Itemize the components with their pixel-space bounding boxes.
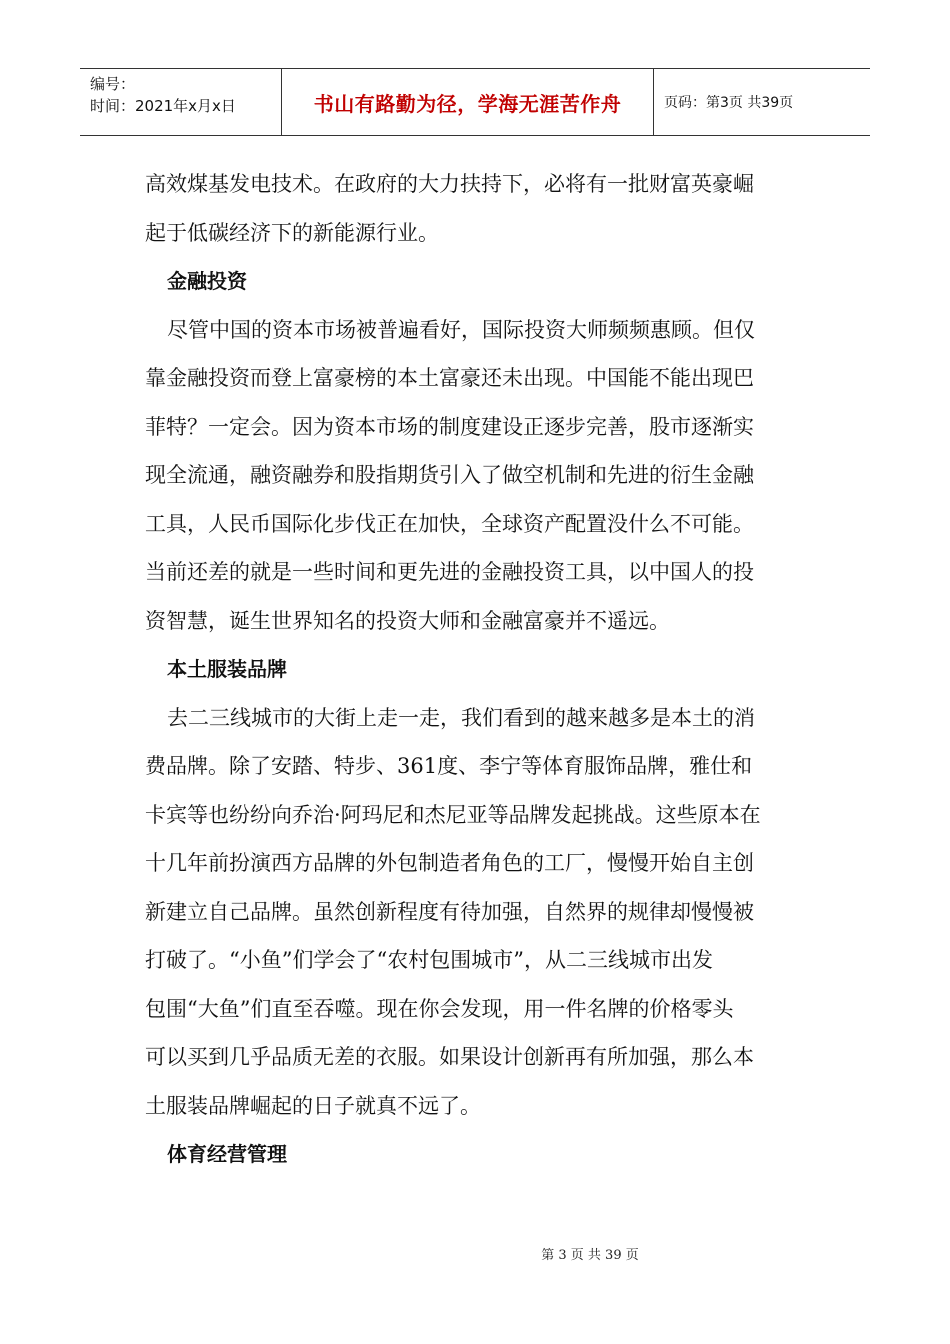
header-page-cell (654, 69, 870, 135)
text-line: 靠金融投资而登上富豪榜的本土富豪还未出现。中国能不能出现巴 (145, 366, 754, 390)
footer-page-number: 第 3 页 共 39 页 (541, 1248, 639, 1263)
motto-text: 书山有路勤为径，学海无涯苦作舟 (313, 91, 622, 116)
text-line: 费品牌。除了安踏、特步、361度、李宁等体育服饰品牌，雅仕和 (145, 754, 753, 778)
text-line: 起于低碳经济下的新能源行业。 (145, 220, 439, 245)
text-line: 卡宾等也纷纷向乔治·阿玛尼和杰尼亚等品牌发起挑战。这些原本在 (145, 802, 761, 827)
paragraph (145, 160, 805, 257)
date-label: 时间：2021年x月x日 (90, 97, 236, 115)
serial-label: 编号： (90, 75, 136, 93)
section-heading: 体育经营管理 (167, 1142, 287, 1166)
header-meta-cell (80, 69, 282, 135)
text-line: 十几年前扮演西方品牌的外包制造者角色的工厂，慢慢开始自主创 (145, 851, 754, 875)
document-body (145, 160, 805, 1179)
section-heading: 本土服装品牌 (167, 657, 287, 681)
text-line: 新建立自己品牌。虽然创新程度有待加强，自然界的规律却慢慢被 (145, 899, 754, 924)
page-header (80, 68, 870, 136)
text-line: 包围“大鱼”们直至吞噬。现在你会发现，用一件名牌的价格零头 (145, 996, 734, 1021)
header-motto-cell (282, 69, 654, 135)
paragraph (145, 694, 805, 1131)
section-heading: 金融投资 (167, 269, 247, 293)
text-line: 工具，人民币国际化步伐正在加快，全球资产配置没什么不可能。 (145, 511, 754, 536)
page-footer (0, 1244, 950, 1263)
paragraph (145, 306, 805, 646)
text-line: 现全流通，融资融券和股指期货引入了做空机制和先进的衍生金融 (145, 463, 754, 487)
text-line: 菲特？一定会。因为资本市场的制度建设正逐步完善，股市逐渐实 (145, 414, 754, 439)
page-info: 页码：第3页 共39页 (664, 95, 794, 111)
text-line: 尽管中国的资本市场被普遍看好，国际投资大师频频惠顾。但仅 (167, 317, 755, 342)
text-line: 高效煤基发电技术。在政府的大力扶持下，必将有一批财富英豪崛 (145, 172, 754, 196)
text-line: 去二三线城市的大街上走一走，我们看到的越来越多是本土的消 (167, 705, 755, 730)
text-line: 打破了。“小鱼”们学会了“农村包围城市”，从二三线城市出发 (145, 948, 713, 972)
text-line: 当前还差的就是一些时间和更先进的金融投资工具，以中国人的投 (145, 560, 754, 584)
text-line: 可以买到几乎品质无差的衣服。如果设计创新再有所加强，那么本 (145, 1045, 754, 1069)
text-line: 资智慧，诞生世界知名的投资大师和金融富豪并不遥远。 (145, 608, 670, 633)
text-line: 土服装品牌崛起的日子就真不远了。 (145, 1093, 481, 1118)
